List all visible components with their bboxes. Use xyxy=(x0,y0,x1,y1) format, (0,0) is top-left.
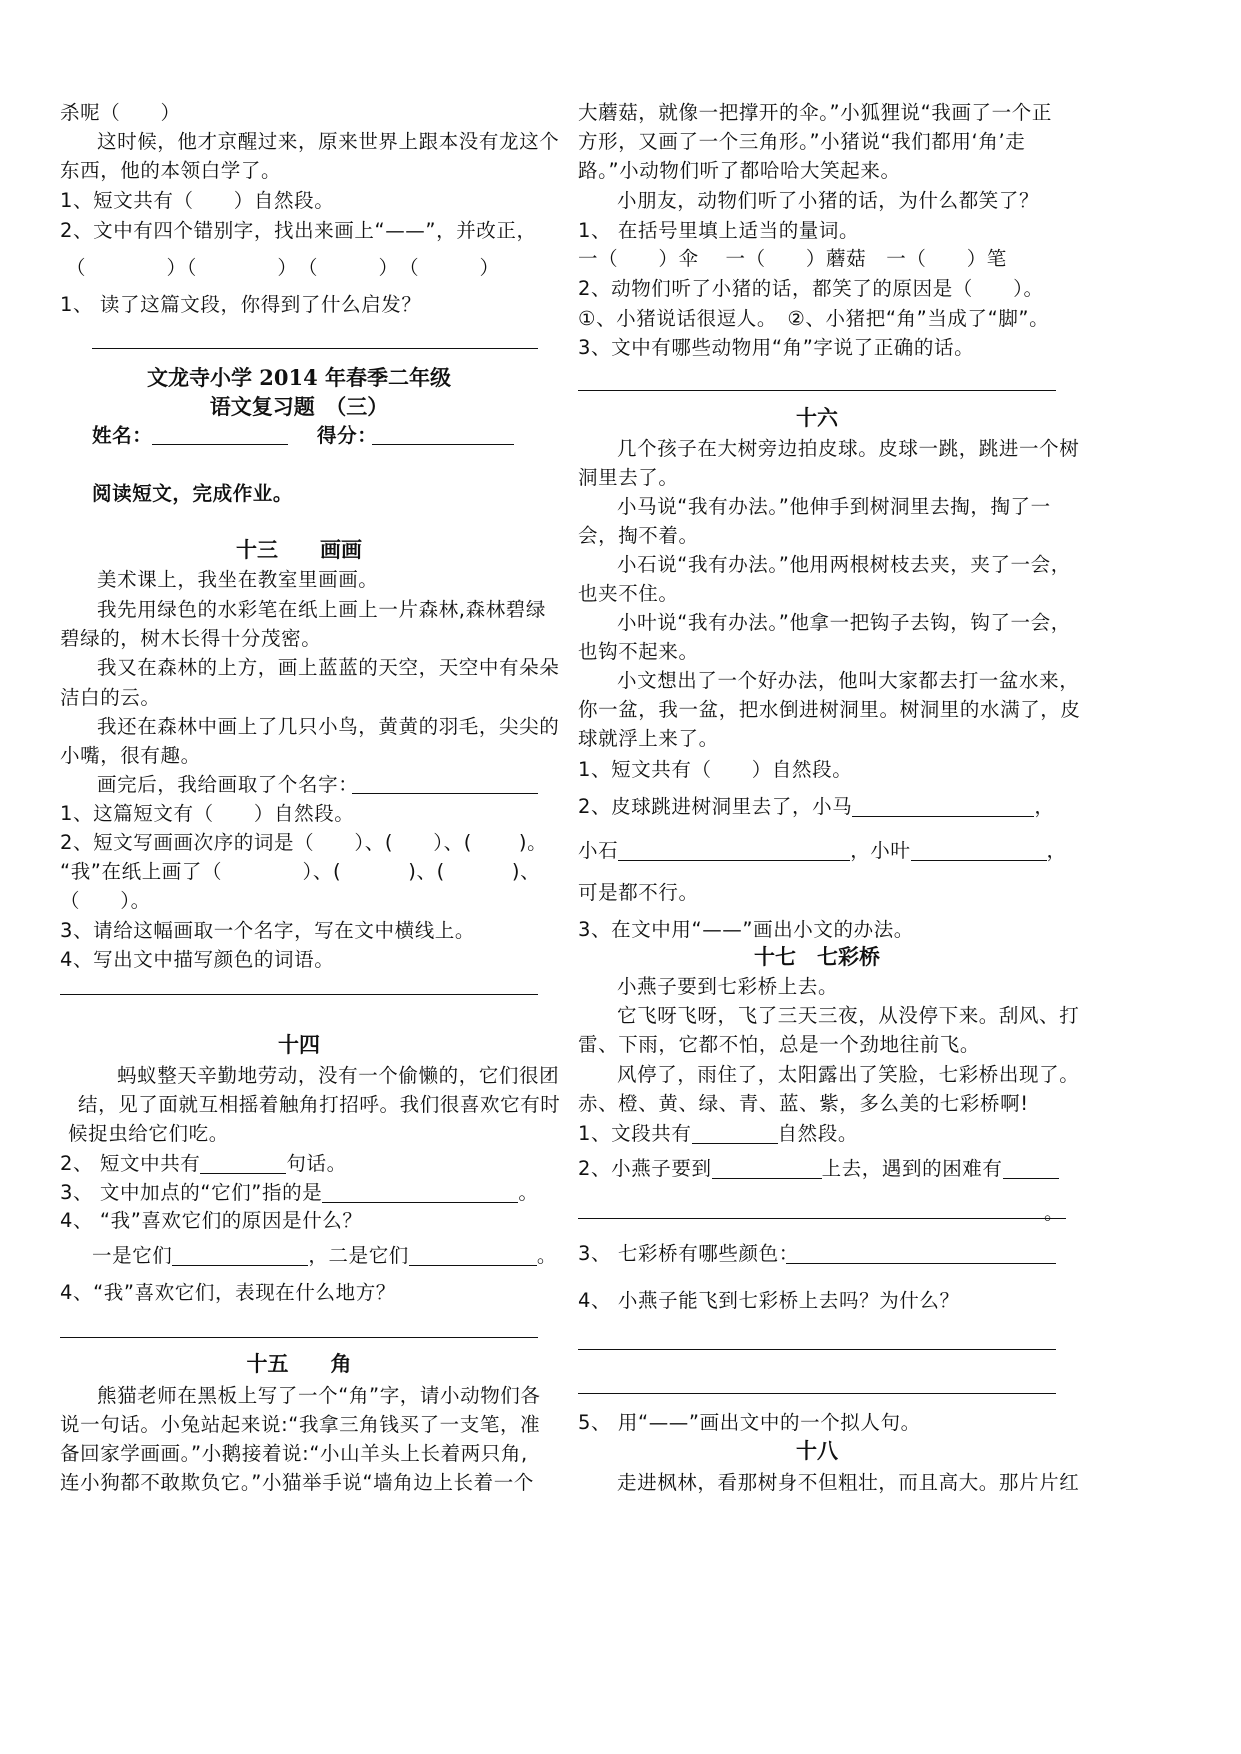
text-line: 也夹不住。 xyxy=(578,582,679,605)
text-line: 说一句话。小兔站起来说:“我拿三角钱买了一支笔，准 xyxy=(60,1413,541,1436)
text-line: 它飞呀飞呀，飞了三天三夜，从没停下来。刮风、打 xyxy=(617,1004,1080,1027)
question-line: 4、“我”喜欢它们，表现在什么地方？ xyxy=(60,1281,396,1304)
question-text: ，小叶 xyxy=(850,839,911,862)
text-line: 我先用绿色的水彩笔在纸上画上一片森林,森林碧绿 xyxy=(97,598,546,621)
text-line: 候捉虫给它们吃。 xyxy=(68,1122,229,1145)
text-line: 赤、橙、黄、绿、青、蓝、紫，多么美的七彩桥啊! xyxy=(578,1092,1029,1115)
text-line: 我又在森林的上方，画上蓝蓝的天空，天空中有朵朵 xyxy=(97,656,560,679)
question-text: 自然段。 xyxy=(777,1122,858,1145)
page-subtitle: 语文复习题 （三） xyxy=(209,394,389,419)
question-line xyxy=(60,1180,538,1206)
answer-blank[interactable] xyxy=(172,1243,308,1266)
question-line: 4、 小燕子能飞到七彩桥上去吗？为什么？ xyxy=(578,1289,960,1312)
question-line: 1、 在括号里填上适当的量词。 xyxy=(578,219,860,242)
text-line: 小燕子要到七彩桥上去。 xyxy=(617,975,839,998)
text-line: 小嘴，很有趣。 xyxy=(60,744,201,767)
question-text: 一是它们 xyxy=(92,1244,173,1267)
question-text: 小石 xyxy=(578,839,619,862)
question-line: 4、写出文中描写颜色的词语。 xyxy=(60,948,335,971)
text-line: 连小狗都不敢欺负它。”小猫举手说“墙角边上长着一个 xyxy=(60,1471,534,1494)
text-line: 小朋友，动物们听了小猪的话，为什么都笑了？ xyxy=(617,189,1040,212)
question-text: 2、 短文中共有 xyxy=(60,1152,201,1175)
question-line: 2、动物们听了小猪的话，都笑了的原因是（ ）。 xyxy=(578,277,1044,300)
answer-blank[interactable] xyxy=(322,1180,518,1203)
answer-blank[interactable] xyxy=(1003,1156,1059,1179)
text-line: 小石说“我有办法。”他用两根树枝去夹，夹了一会， xyxy=(617,553,1071,576)
text-line: 大蘑菇，就像一把撑开的伞。”小狐狸说“我画了一个正 xyxy=(578,101,1052,124)
text-line: 风停了，雨住了，太阳露出了笑脸，七彩桥出现了。 xyxy=(617,1063,1080,1086)
section-title: 十七 七彩桥 xyxy=(754,944,880,969)
answer-blank[interactable] xyxy=(911,838,1047,861)
question-line: 可是都不行。 xyxy=(578,881,699,904)
text-line: 也钩不起来。 xyxy=(578,640,699,663)
question-text: 1、文段共有 xyxy=(578,1122,692,1145)
answer-rule[interactable] xyxy=(578,1218,1066,1219)
section-title: 十五 角 xyxy=(246,1351,352,1376)
question-line: 一（ ）伞 一（ ）蘑菇 一（ ）笔 xyxy=(578,247,1007,270)
score-blank[interactable] xyxy=(372,444,514,445)
section-title: 十三 画画 xyxy=(236,537,362,562)
question-line: 3、 七彩桥有哪些颜色： xyxy=(578,1242,799,1265)
page-title: 文龙寺小学 2014 年春季二年级 xyxy=(146,365,452,390)
question-line: 1、短文共有（ ）自然段。 xyxy=(578,758,853,781)
text-line: 备回家学画画。”小鹅接着说:“小山羊头上长着两只角, xyxy=(60,1442,528,1465)
text-line: 美术课上，我坐在教室里画画。 xyxy=(97,568,379,591)
text-line: 小文想出了一个好办法，他叫大家都去打一盆水来， xyxy=(617,669,1080,692)
answer-rule[interactable] xyxy=(578,1393,1056,1394)
question-text: 2、皮球跳进树洞里去了，小马 xyxy=(578,795,853,818)
question-line: 5、 用“——”画出文中的一个拟人句。 xyxy=(578,1411,921,1434)
answer-blank[interactable] xyxy=(712,1156,822,1179)
text-line: 画完后，我给画取了个名字： xyxy=(97,773,359,796)
name-label: 姓名： xyxy=(92,424,153,447)
answer-rule xyxy=(60,1337,538,1338)
question-line: 2、文中有四个错别字，找出来画上“——”，并改正， xyxy=(60,219,537,242)
question-text: ， xyxy=(1046,839,1067,862)
text-line: 走进枫林，看那树身不但粗壮，而且高大。那片片红 xyxy=(617,1471,1080,1494)
answer-blank[interactable] xyxy=(200,1151,286,1174)
question-text: ， xyxy=(1034,795,1055,818)
answer-rule xyxy=(578,390,1056,391)
text-line: 小马说“我有办法。”他伸手到树洞里去掏，掏了一 xyxy=(617,495,1051,518)
question-line xyxy=(578,1156,1059,1182)
question-line xyxy=(578,838,1067,864)
text-line: 碧绿的，树木长得十分茂密。 xyxy=(60,627,322,650)
text-line: 熊猫老师在黑板上写了一个“角”字，请小动物们各 xyxy=(97,1384,541,1407)
question-line: 3、在文中用“——”画出小文的办法。 xyxy=(578,918,914,941)
text-line: 我还在森林中画上了几只小鸟，黄黄的羽毛，尖尖的 xyxy=(97,715,560,738)
name-blank[interactable] xyxy=(152,444,288,445)
answer-rule[interactable] xyxy=(578,1349,1056,1350)
text-line: 你一盆，我一盆，把水倒进树洞里。树洞里的水满了，皮 xyxy=(578,698,1081,721)
question-line: 3、请给这幅画取一个名字，写在文中横线上。 xyxy=(60,919,476,942)
question-line: 1、短文共有（ ）自然段。 xyxy=(60,189,335,212)
answer-blank[interactable] xyxy=(692,1121,778,1144)
text-line: 洞里去了。 xyxy=(578,466,679,489)
score-label: 得分： xyxy=(317,424,378,447)
question-text: 句话。 xyxy=(286,1152,347,1175)
section-title: 十六 xyxy=(796,405,838,430)
text-line: 。 xyxy=(1044,1201,1065,1224)
question-text: ，二是它们 xyxy=(308,1244,409,1267)
answer-blank[interactable] xyxy=(618,838,850,861)
text-line: 蚂蚁整天辛勤地劳动，没有一个偷懒的，它们很团 xyxy=(117,1064,560,1087)
text-line: 雷、下雨，它都不怕，总是一个劲地往前飞。 xyxy=(578,1033,981,1056)
text-line: 方形，又画了一个三角形。”小猪说“我们都用‘角’走 xyxy=(578,130,1026,153)
question-line xyxy=(578,794,1054,820)
text-line: 路。”小动物们听了都哈哈大笑起来。 xyxy=(578,159,901,182)
question-line: 4、 “我”喜欢它们的原因是什么？ xyxy=(60,1209,363,1232)
question-line: 2、短文写画画次序的词是（ ）、( ）、( )。 xyxy=(60,831,548,854)
question-text: 2、小燕子要到 xyxy=(578,1157,712,1180)
question-text: 。 xyxy=(518,1181,539,1204)
question-line: ①、小猪说话很逗人。 ②、小猪把“角”当成了“脚”。 xyxy=(578,307,1050,330)
text-line: 几个孩子在大树旁边拍皮球。皮球一跳，跳进一个树 xyxy=(617,437,1080,460)
question-line: （ ）。 xyxy=(60,889,151,912)
question-line: 3、文中有哪些动物用“角”字说了正确的话。 xyxy=(578,336,975,359)
question-line: 1、 读了这篇文段，你得到了什么启发？ xyxy=(60,293,422,316)
text-line: 结，见了面就互相摇着触角打招呼。我们很喜欢它有时 xyxy=(78,1093,561,1116)
text-line: 会，掏不着。 xyxy=(578,524,699,547)
question-text: 上去，遇到的困难有 xyxy=(821,1157,1003,1180)
text-line: 这时候，他才京醒过来，原来世界上跟本没有龙这个 xyxy=(97,130,560,153)
text-line: 东西，他的本领白学了。 xyxy=(60,159,282,182)
answer-rule xyxy=(60,994,538,995)
text-line: 球就浮上来了。 xyxy=(578,727,719,750)
instruction: 阅读短文，完成作业。 xyxy=(92,482,294,505)
question-line xyxy=(578,1121,858,1147)
question-line xyxy=(60,1151,347,1177)
question-text: 3、 文中加点的“它们”指的是 xyxy=(60,1181,323,1204)
answer-blank[interactable] xyxy=(786,1263,1056,1264)
text-line: 小叶说“我有办法。”他拿一把钩子去钩，钩了一会， xyxy=(617,611,1071,634)
answer-blank[interactable] xyxy=(852,794,1034,817)
title-blank[interactable] xyxy=(352,793,538,794)
text-line: 杀呢（ ） xyxy=(60,101,181,124)
question-line: 1、这篇短文有（ ）自然段。 xyxy=(60,802,355,825)
answer-blank[interactable] xyxy=(409,1243,537,1266)
question-text: 。 xyxy=(536,1244,558,1267)
answer-brackets: （ ）（ ） （ ） （ ） xyxy=(66,256,500,279)
section-title: 十四 xyxy=(278,1032,320,1057)
text-line: 洁白的云。 xyxy=(60,686,161,709)
section-title: 十八 xyxy=(796,1438,838,1463)
question-line xyxy=(92,1243,557,1269)
question-line: “我”在纸上画了（ ）、( )、( )、 xyxy=(60,860,541,883)
answer-rule xyxy=(92,348,538,349)
